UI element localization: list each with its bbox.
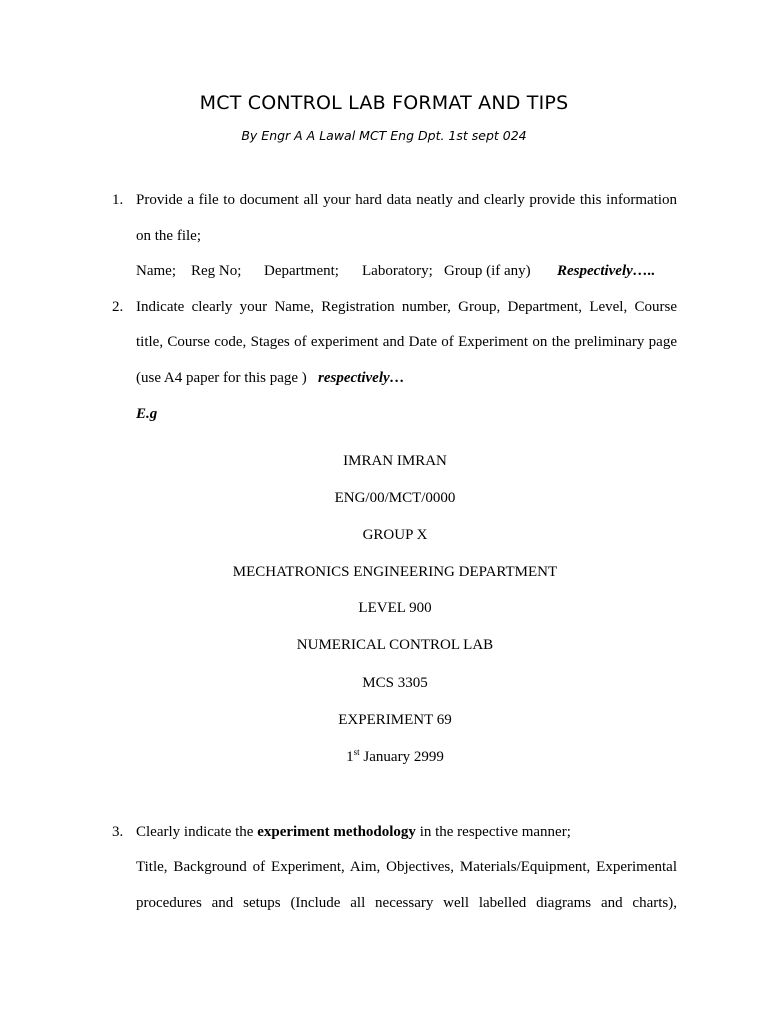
- item2-line3: [136, 370, 677, 387]
- document-title: MCT CONTROL LAB FORMAT AND TIPS: [199, 92, 569, 114]
- item3-line3: procedures and setups (Include all necessary well labelled diagrams and charts),: [136, 895, 677, 911]
- item2-line1: Indicate clearly your Name, Registration number, Group, Department, Level, Course: [136, 299, 677, 315]
- list-number-1: 1.: [112, 192, 124, 208]
- item3-line1-post: in the respective manner;: [415, 824, 571, 840]
- example-name: IMRAN IMRAN: [343, 453, 447, 469]
- field-laboratory: Laboratory;: [362, 263, 433, 279]
- experiment-methodology-bold: experiment methodology: [257, 824, 416, 840]
- item1-line1: Provide a file to document all your hard data neatly and clearly provide this information: [136, 192, 677, 208]
- example-experiment: EXPERIMENT 69: [338, 712, 452, 728]
- item1-line2: on the file;: [136, 228, 201, 244]
- item2-line2: title, Course code, Stages of experiment and Date of Experiment on the preliminary page: [136, 334, 677, 350]
- example-reg-no: ENG/00/MCT/0000: [334, 490, 456, 506]
- field-name: Name;: [136, 263, 176, 279]
- example-level: LEVEL 900: [358, 600, 432, 616]
- field-reg-no: Reg No;: [191, 263, 242, 279]
- item1-fields-row: [136, 263, 677, 280]
- example-label: E.g: [136, 406, 158, 422]
- field-group: Group (if any): [444, 263, 531, 279]
- example-date: [136, 749, 654, 766]
- date-rest: January 2999: [359, 749, 444, 765]
- document-byline: By Engr A A Lawal MCT Eng Dpt. 1st sept 024: [241, 128, 527, 143]
- item2-respectively: respectively…: [318, 370, 405, 386]
- example-department: MECHATRONICS ENGINEERING DEPARTMENT: [232, 564, 558, 580]
- item3-line1-pre: Clearly indicate the: [136, 824, 258, 840]
- example-course-code: MCS 3305: [362, 675, 428, 691]
- date-day: 1: [346, 749, 354, 765]
- item2-line3-text: (use A4 paper for this page ): [136, 370, 307, 386]
- field-department: Department;: [264, 263, 339, 279]
- date-ordinal: st: [353, 747, 360, 757]
- item3-line2: Title, Background of Experiment, Aim, Objectives, Materials/Equipment, Experimental: [136, 859, 677, 875]
- example-course-title: NUMERICAL CONTROL LAB: [296, 637, 494, 653]
- list-number-3: 3.: [112, 824, 124, 840]
- respectively-emphasis: Respectively…..: [557, 263, 656, 279]
- item3-line1: [136, 824, 677, 841]
- list-number-2: 2.: [112, 299, 124, 315]
- example-group: GROUP X: [362, 527, 428, 543]
